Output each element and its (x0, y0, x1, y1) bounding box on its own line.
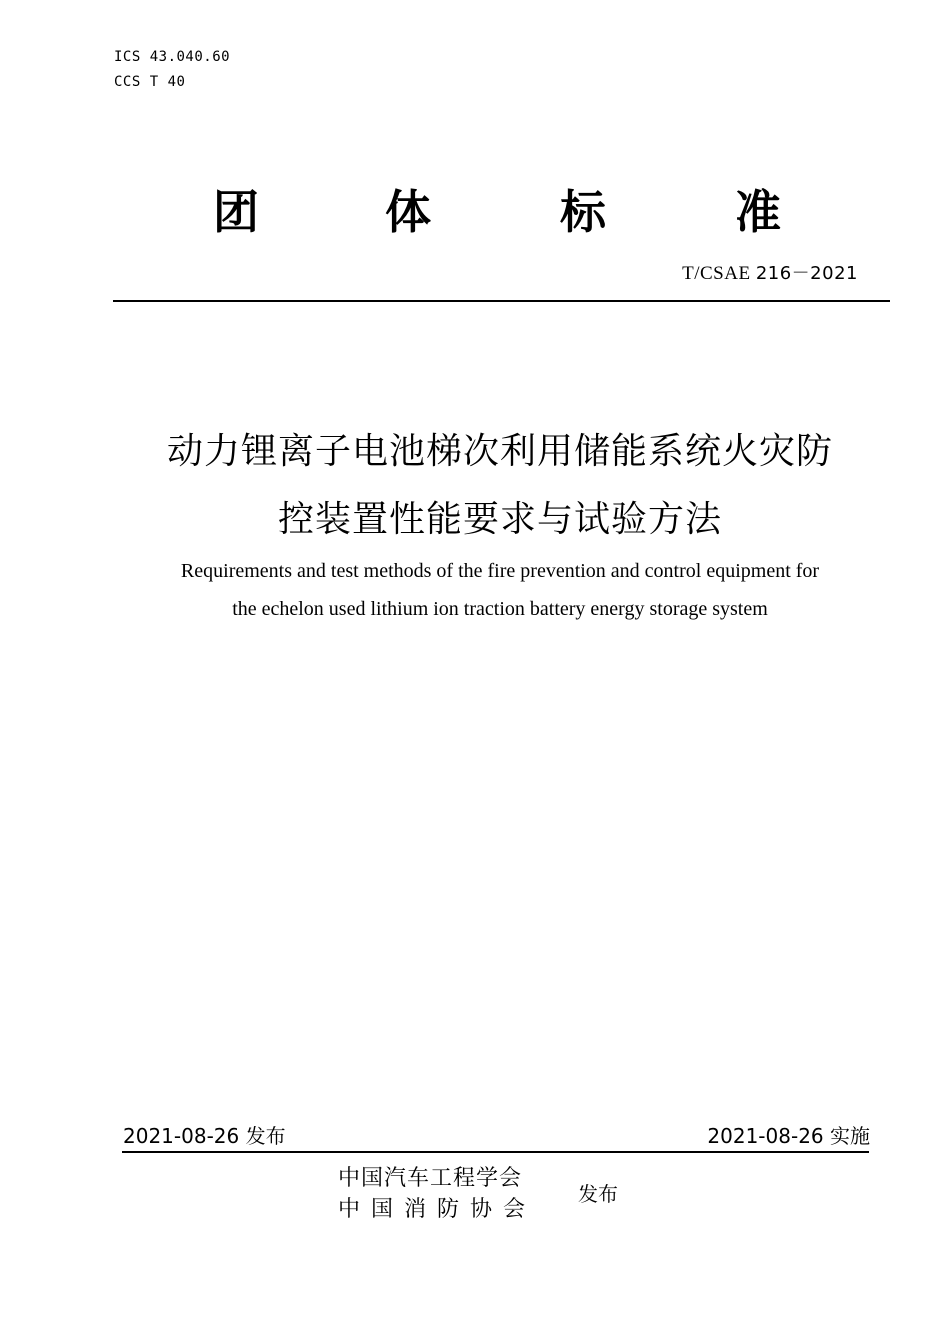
doc-type-char: 标 (560, 185, 606, 239)
publish-label: 发布 (578, 1182, 618, 1206)
doc-type-char: 准 (735, 185, 781, 239)
title-zh-line-1: 动力锂离子电池梯次利用储能系统火灾防 (166, 431, 833, 472)
standard-prefix: T/CSAE (682, 263, 751, 284)
title-en-line-1: Requirements and test methods of the fire prevention and control equipment for (180, 560, 820, 582)
issue-date: 2021-08-26 发布 (123, 1124, 286, 1148)
title-en-line-2: the echelon used lithium ion traction battery energy storage system (232, 598, 768, 620)
doc-type-char: 体 (385, 185, 431, 239)
publisher-org-2: 中国消防协会 (338, 1197, 537, 1222)
document-type-heading (0, 176, 950, 239)
standard-code: 216－2021 (755, 263, 858, 284)
footer-divider (122, 1151, 869, 1153)
doc-type-char: 团 (213, 185, 259, 239)
standard-number (682, 259, 858, 285)
ccs-code: CCS T 40 (114, 74, 186, 90)
publisher-org-1: 中国汽车工程学会 (338, 1166, 523, 1191)
title-zh-line-2: 控装置性能要求与试验方法 (277, 499, 722, 540)
implementation-date: 2021-08-26 实施 (707, 1124, 870, 1148)
header-divider (113, 300, 890, 302)
ics-code: ICS 43.040.60 (114, 49, 231, 65)
